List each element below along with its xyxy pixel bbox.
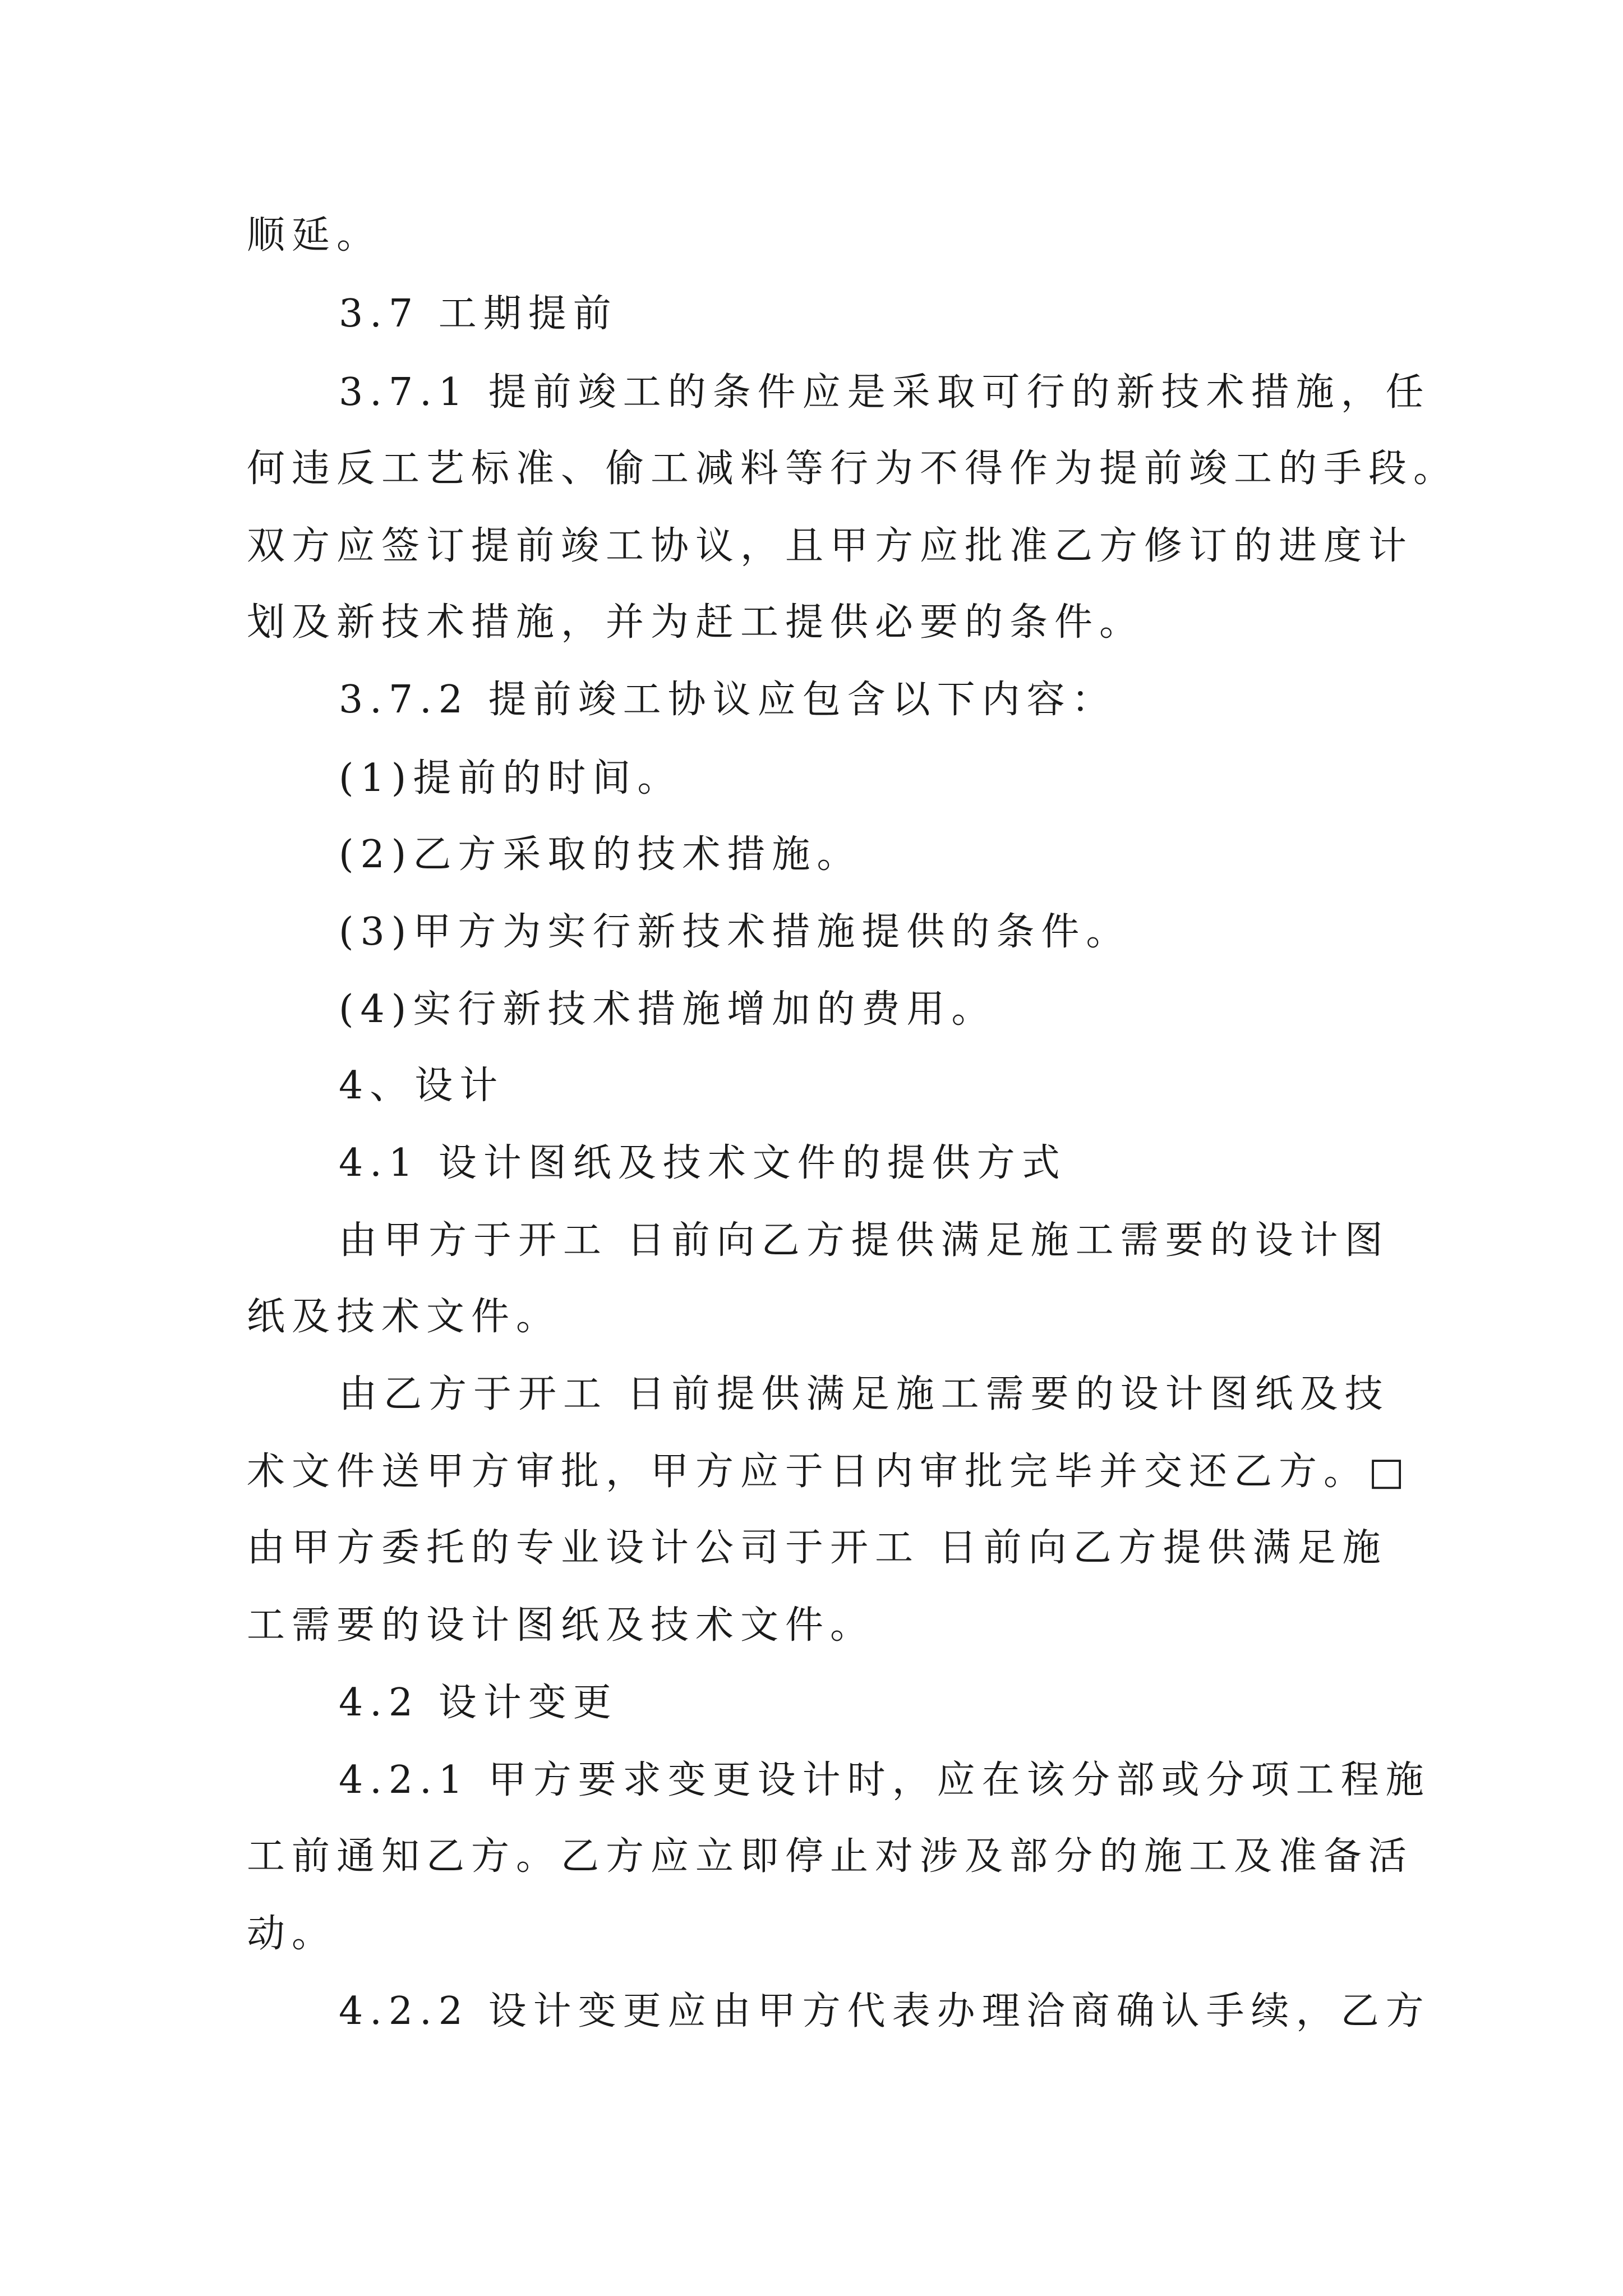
list-item: (4)实行新技术措施增加的费用。 (339, 987, 997, 1032)
text-line: 术文件送甲方审批，甲方应于日内审批完毕并交还乙方。□ (247, 1450, 1412, 1494)
text-line: 由乙方于开工 日前提供满足施工需要的设计图纸及技 (339, 1372, 1390, 1416)
list-item: (3)甲方为实行新技术措施提供的条件。 (339, 910, 1131, 954)
text-line: 划及新技术措施，并为赶工提供必要的条件。 (247, 600, 1145, 645)
text-line: 顺延。 (247, 213, 382, 257)
text-line: 3.7.1 提前竣工的条件应是采取可行的新技术措施，任 (339, 370, 1431, 415)
text-line: 纸及技术文件。 (247, 1295, 561, 1339)
section-heading: 4、设计 (339, 1064, 505, 1108)
section-heading: 3.7 工期提前 (339, 292, 618, 336)
section-heading: 4.1 设计图纸及技术文件的提供方式 (339, 1141, 1067, 1185)
text-line: 动。 (247, 1912, 337, 1956)
text-line: 由甲方委托的专业设计公司于开工 日前向乙方提供满足施 (247, 1526, 1387, 1570)
section-heading: 4.2 设计变更 (339, 1681, 618, 1725)
text-line: 4.2.1 甲方要求变更设计时，应在该分部或分项工程施 (339, 1758, 1431, 1802)
text-line: 何违反工艺标准、偷工减料等行为不得作为提前竣工的手段。 (247, 447, 1459, 491)
text-line: 由甲方于开工 日前向乙方提供满足施工需要的设计图 (339, 1218, 1390, 1263)
text-line: 4.2.2 设计变更应由甲方代表办理洽商确认手续，乙方 (339, 1989, 1431, 2033)
list-item: (2)乙方采取的技术措施。 (339, 832, 862, 877)
list-item: (1)提前的时间。 (339, 756, 683, 800)
text-line: 工前通知乙方。乙方应立即停止对涉及部分的施工及准备活 (247, 1834, 1414, 1879)
text-line: 双方应签订提前竣工协议，且甲方应批准乙方修订的进度计 (247, 524, 1414, 568)
text-line: 3.7.2 提前竣工协议应包含以下内容： (339, 678, 1117, 722)
text-line: 工需要的设计图纸及技术文件。 (247, 1603, 875, 1648)
